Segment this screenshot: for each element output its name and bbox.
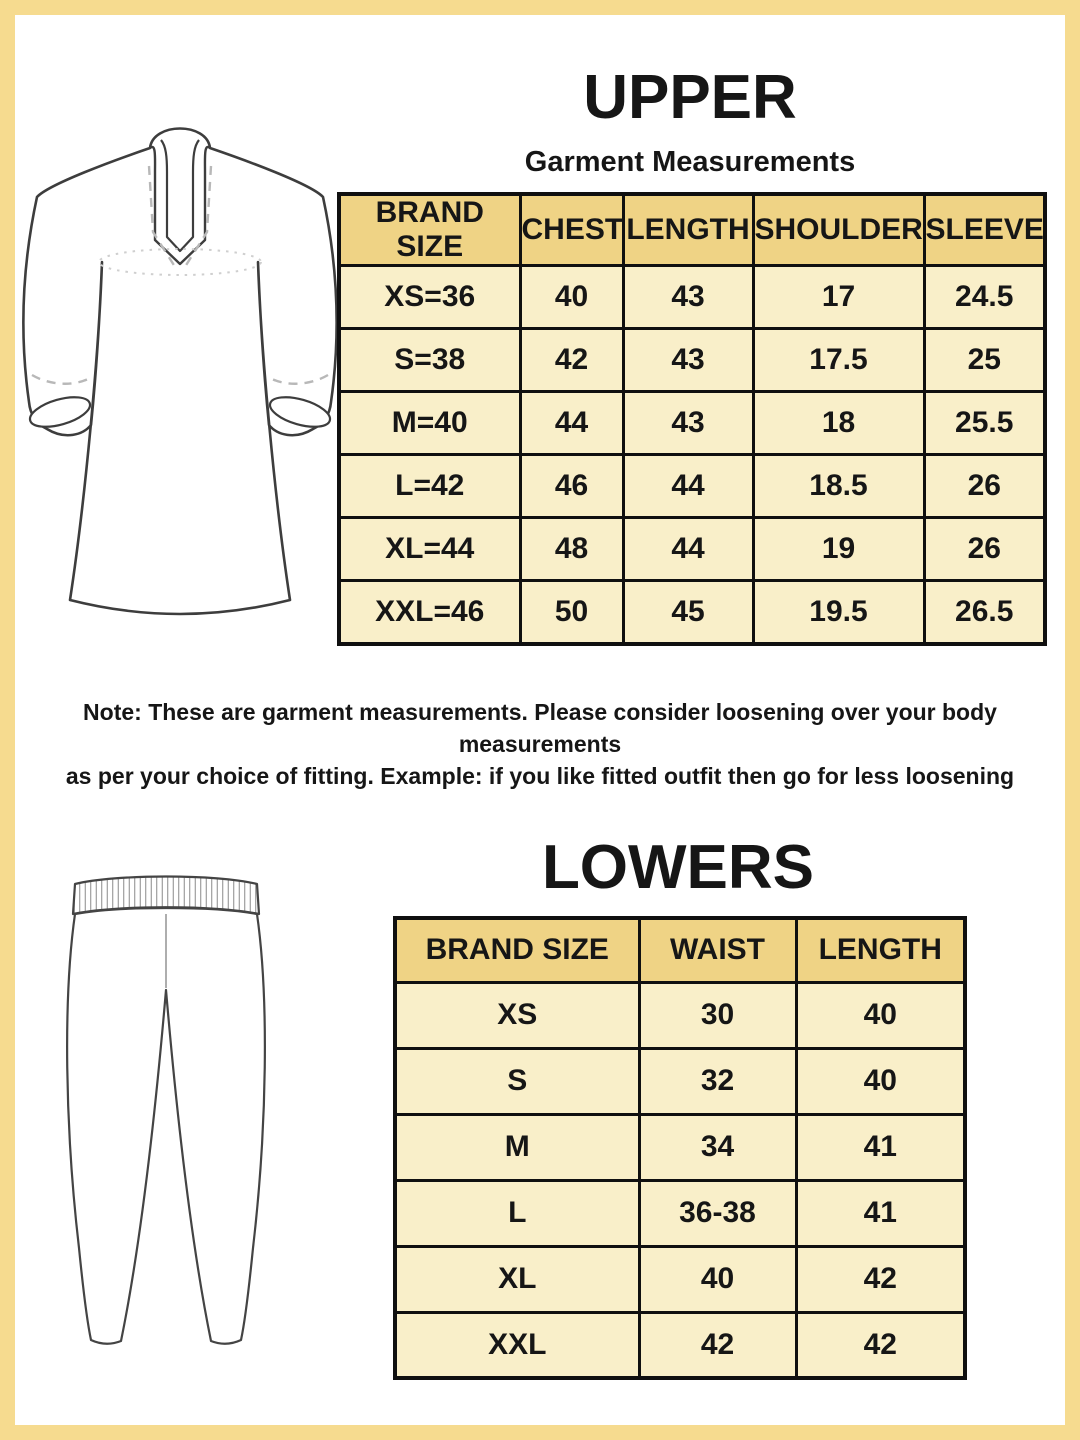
table-cell: 43 (623, 329, 753, 392)
lowers-section-title: LOWERS (541, 833, 815, 902)
table-cell: 45 (623, 581, 753, 644)
table-row (395, 1048, 965, 1114)
table-row (395, 982, 965, 1048)
upper-header-length: LENGTH (623, 194, 753, 266)
table-cell: 40 (520, 266, 623, 329)
upper-header-chest: CHEST (520, 194, 623, 266)
table-cell: 43 (623, 266, 753, 329)
kurta-outline (23, 129, 336, 615)
table-cell: 36-38 (639, 1180, 796, 1246)
leggings-garment-illustration (55, 868, 275, 1368)
table-cell: 41 (796, 1180, 965, 1246)
table-cell: XL=44 (339, 518, 520, 581)
table-cell: 43 (623, 392, 753, 455)
kurta-garment-illustration (12, 112, 348, 657)
table-cell: XS=36 (339, 266, 520, 329)
note-line-1: Note: These are garment measurements. Please consider loosening over your body measurements (83, 699, 997, 757)
table-cell: L (395, 1180, 639, 1246)
table-cell: M=40 (339, 392, 520, 455)
table-cell: S=38 (339, 329, 520, 392)
table-cell: XXL=46 (339, 581, 520, 644)
table-cell: 30 (639, 982, 796, 1048)
table-cell: 40 (639, 1246, 796, 1312)
lowers-header-waist: WAIST (639, 918, 796, 982)
upper-section-title: UPPER (583, 63, 797, 132)
table-cell: 18.5 (753, 455, 924, 518)
table-cell: 26.5 (924, 581, 1045, 644)
upper-header-shoulder: SHOULDER (753, 194, 924, 266)
lowers-header-length: LENGTH (796, 918, 965, 982)
table-cell: 19 (753, 518, 924, 581)
measurement-note (30, 696, 1050, 792)
upper-header-brand-size: BRAND SIZE (339, 194, 520, 266)
table-cell: L=42 (339, 455, 520, 518)
table-cell: 42 (520, 329, 623, 392)
table-cell: XS (395, 982, 639, 1048)
table-cell: 32 (639, 1048, 796, 1114)
table-row (395, 1114, 965, 1180)
table-row (339, 266, 1045, 329)
table-cell: 19.5 (753, 581, 924, 644)
table-cell: 18 (753, 392, 924, 455)
table-cell: 40 (796, 1048, 965, 1114)
table-cell: XXL (395, 1312, 639, 1378)
table-row (339, 329, 1045, 392)
table-cell: 42 (796, 1246, 965, 1312)
table-cell: S (395, 1048, 639, 1114)
table-cell: 42 (639, 1312, 796, 1378)
table-cell: 44 (623, 518, 753, 581)
upper-header-sleeve: SLEEVE (924, 194, 1045, 266)
table-cell: 26 (924, 455, 1045, 518)
table-row (395, 1246, 965, 1312)
table-cell: 44 (623, 455, 753, 518)
upper-section-subtitle: Garment Measurements (524, 146, 856, 178)
lowers-table-header-row (395, 918, 965, 982)
table-row (339, 581, 1045, 644)
table-cell: 41 (796, 1114, 965, 1180)
lowers-header-brand-size: BRAND SIZE (395, 918, 639, 982)
table-cell: 17 (753, 266, 924, 329)
table-cell: 44 (520, 392, 623, 455)
table-cell: 25.5 (924, 392, 1045, 455)
upper-measurements-table (337, 192, 1047, 646)
table-cell: 50 (520, 581, 623, 644)
table-cell: XL (395, 1246, 639, 1312)
table-cell: M (395, 1114, 639, 1180)
table-cell: 48 (520, 518, 623, 581)
table-cell: 26 (924, 518, 1045, 581)
table-row (339, 392, 1045, 455)
table-cell: 40 (796, 982, 965, 1048)
table-row (395, 1312, 965, 1378)
table-cell: 17.5 (753, 329, 924, 392)
table-cell: 34 (639, 1114, 796, 1180)
table-cell: 24.5 (924, 266, 1045, 329)
table-cell: 46 (520, 455, 623, 518)
upper-table-header-row (339, 194, 1045, 266)
table-cell: 25 (924, 329, 1045, 392)
table-row (339, 518, 1045, 581)
note-line-2: as per your choice of fitting. Example: if you like fitted outfit then go for less loosening (65, 763, 1015, 789)
table-cell: 42 (796, 1312, 965, 1378)
lowers-measurements-table (393, 916, 967, 1380)
table-row (395, 1180, 965, 1246)
table-row (339, 455, 1045, 518)
